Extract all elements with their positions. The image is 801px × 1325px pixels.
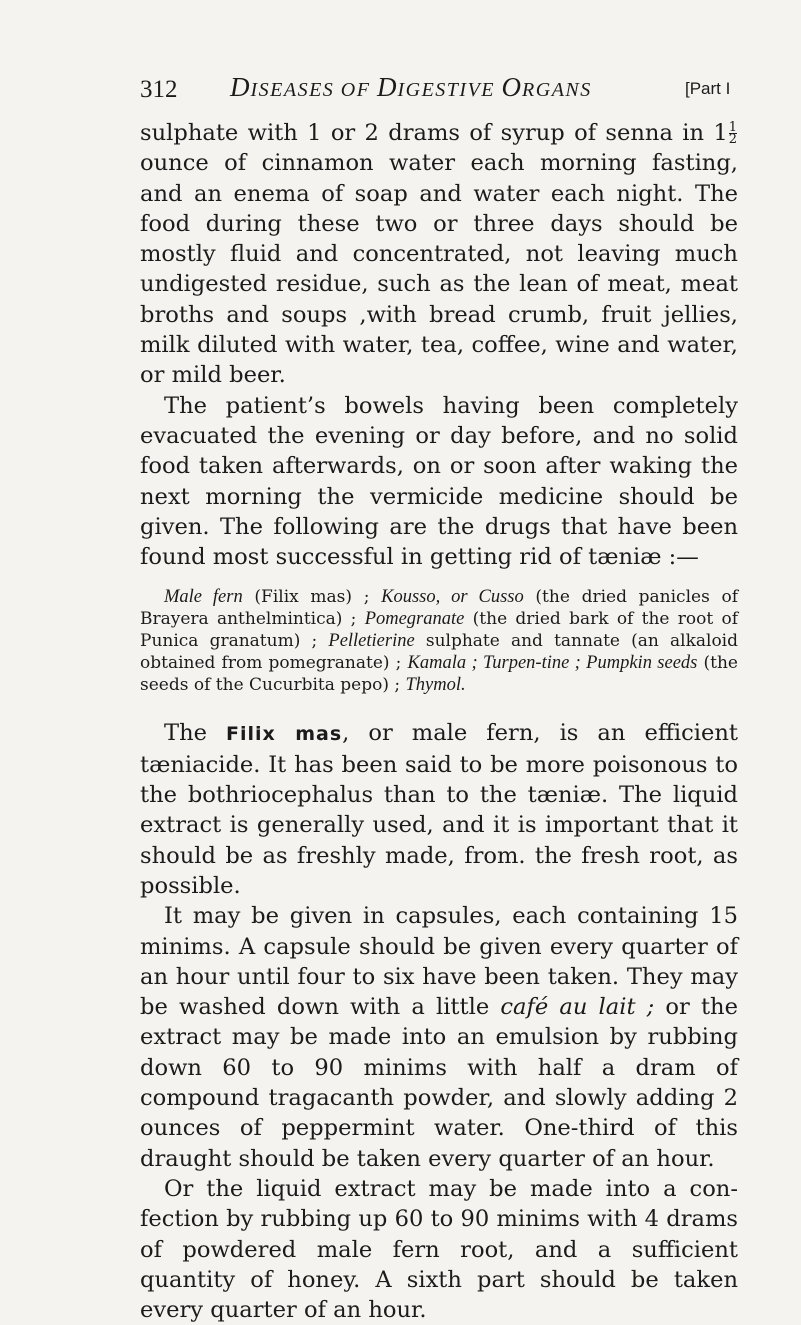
page-number: 312 [140, 76, 178, 103]
paragraph-3: The Filix mas, or male fern, is an efficient tæniacide. It has been said to be more poisonous to the bothriocephalus than to the tæniæ. The liquid extract is generally used, and it is important that it should be as freshly made, from. the fresh root, as possible. [140, 720, 738, 899]
paragraph-5: Or the liquid extract may be made into a con-fection by rubbing up 60 to 90 minims with 4 drams of powdered male fern root, and a sufficient quantity of honey. A sixth part should be taken every quarter of an hour. [140, 1175, 738, 1324]
fraction: $\frac{1}{2}$ [728, 120, 737, 147]
paragraph-1: sulphate with 1 or 2 drams of syrup of senna in 1 $\frac{1}{2}$ ounce of cinnamon water each morning fasting, and an enema of soap and water each night. The food during these two or three days should be mostly fluid and concentrated, not leaving much undigested residue, such as the lean of meat, meat broths and soups ,with bread crumb, fruit jellies, milk diluted with water, tea, coffee, wine and water, or mild beer. [140, 120, 738, 389]
page-header [140, 72, 740, 108]
page-body [140, 118, 738, 1325]
paragraph-2: The patient’s bowels having been completely evacuated the evening or day before, and no solid food taken afterwards, on or soon after waking the next morning the vermicide medicine should be given. The following are the drugs that have been found most successful in getting rid of tæniæ :— [140, 392, 738, 571]
running-title: DISEASES OF DIGESTIVE ORGANS [230, 72, 592, 102]
part-label: [Part I [685, 79, 731, 98]
paragraph-4: It may be given in capsules, each containing 15 minims. A capsule should be given every quarter of an hour until four to six have been taken. They may be washed down with a little café au lait ; or the extract may be made into an emulsion by rubbing down 60 to 90 minims with half a dram of compound tragacanth powder, and slowly adding 2 ounces of peppermint water. One-third of this draught should be taken every quarter of an hour. [140, 903, 738, 1172]
drug-list: Male fern (Filix mas) ; Kousso, or Cusso (the dried panicles of Brayera anthelmintica) ; Pomegranate (the dried bark of the root of Punica granatum) ; Pelletierine sulphate and tannate (an alkaloid obtained from pomegranate) ; Kamala ; Turpen-tine ; Pumpkin seeds (the seeds of the Cucurbita pepo) ; Thymol. [140, 587, 738, 696]
